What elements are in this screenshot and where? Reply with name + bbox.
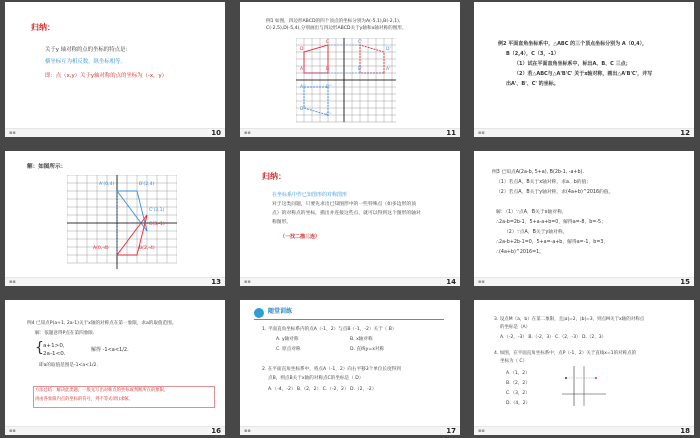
slide-footer bbox=[240, 277, 460, 286]
point-label: C bbox=[326, 40, 330, 45]
slide-text: B.（2，2） bbox=[506, 381, 530, 386]
slide-text: D.（4，2） bbox=[506, 401, 531, 406]
slide-text: （一找二描三连） bbox=[280, 234, 321, 240]
slide-text: 方法总结：解决此类题，一般先写出对称点的坐标或判断所在的象限， bbox=[35, 388, 169, 393]
point-label: D'' bbox=[300, 107, 306, 112]
point-label: B bbox=[326, 67, 330, 72]
slide-footer bbox=[474, 128, 694, 137]
slide-heading: 随堂训练 bbox=[268, 308, 293, 315]
slide-text: 出A'、B'、C' 的坐标。 bbox=[506, 81, 559, 87]
slide-footer bbox=[240, 128, 460, 137]
slide-text: 的坐标是（A） bbox=[500, 325, 531, 330]
logo-icon: ▪▪ bbox=[244, 130, 251, 136]
slide-text: A. y轴对称 bbox=[276, 337, 299, 342]
point-label: C(3,-1) bbox=[149, 222, 165, 227]
slide-text: C(-2,5),D(-5,4),分别画出与四边形ABCD关于y轴和x轴对称的图形。 bbox=[266, 26, 407, 31]
slide-text: 2. 在平面直角坐标系中，将点A（-1，2）向右平移3个单位长度得到 bbox=[262, 367, 401, 372]
slide-text: B. x轴对称 bbox=[350, 337, 373, 342]
slide-footer bbox=[5, 426, 225, 435]
slide-thumbnail-14[interactable] bbox=[240, 151, 460, 286]
logo-icon: ▪▪ bbox=[478, 428, 485, 434]
slide-thumbnail-15[interactable] bbox=[474, 151, 694, 286]
logo-icon: ▪▪ bbox=[9, 428, 16, 434]
coordinate-grid bbox=[296, 38, 396, 124]
slide-text: 点B，则点B关于x轴的对称点C的坐标是（ D） bbox=[268, 376, 364, 381]
slide-text: A.（-2，-3） B.（-2，3） C.（2，-3） D.（2，3） bbox=[500, 335, 607, 340]
slide-text: 即：点（x,y）关于y轴对称的点的坐标为（-x，y） bbox=[45, 73, 168, 79]
slide-number: 11 bbox=[446, 129, 456, 137]
slide-text: 坐标为（ C） bbox=[500, 359, 528, 364]
point-label: B'' bbox=[326, 85, 332, 90]
slide-text: ∴2a-b+2b-1=0，5+a=-a+b，解得a=-1，b=3， bbox=[496, 240, 609, 245]
point-label: A bbox=[300, 67, 304, 72]
slide-text: ∴(4a+b)^2016=1。 bbox=[496, 250, 544, 255]
slide-number: 16 bbox=[211, 427, 221, 435]
slide-heading: 解：如图所示： bbox=[27, 164, 67, 170]
logo-icon: ▪▪ bbox=[478, 279, 485, 285]
slide-text: 例1 如图，四边形ABCD的四个顶点的坐标分别为A(-5,1),B(-2,1), bbox=[266, 19, 401, 24]
slide-text: 解得 -1<a<1/2. bbox=[91, 347, 129, 353]
slide-text: A.（1，2） bbox=[506, 371, 530, 376]
slide-text: D. 直线y=x对称 bbox=[350, 347, 385, 352]
slide-text: 例4 已知点P(a+1, 2a-1)关于x轴的对称点在第一象限，求a的取值范围。 bbox=[27, 321, 177, 326]
slide-text: （1）试在平面直角坐标系中，标出A、B、C 三点； bbox=[514, 61, 631, 67]
slide-text: C. 原点对称 bbox=[276, 347, 301, 352]
slide-text: 在坐标系中作已知图形的对称图形 bbox=[272, 192, 348, 198]
slide-text: 再由各象限内点的坐标的符号，列不等式(组)求解。 bbox=[35, 397, 133, 402]
slide-thumbnail-18[interactable] bbox=[474, 300, 694, 435]
slide-text: A.（-4，-2） B.（2，2） C.（-2，2） D.（2，-2） bbox=[268, 387, 377, 392]
slide-text: 即a的取值范围是-1<a<1/2. bbox=[39, 363, 98, 368]
slide-text: （1）若点A，B关于x轴对称，求a、b的值； bbox=[496, 180, 592, 185]
slide-text: 2a-1<0. bbox=[43, 351, 66, 357]
logo-icon: ▪▪ bbox=[9, 279, 16, 285]
slide-text: 横坐标互为相反数，纵坐标相等。 bbox=[45, 59, 126, 65]
point-label: C' bbox=[358, 40, 363, 45]
slide-heading: 归纳： bbox=[262, 172, 286, 181]
point-label: B' bbox=[358, 67, 363, 72]
point-label: D' bbox=[386, 47, 391, 52]
slide-text: a+1>0, bbox=[43, 343, 65, 349]
brace-icon: { bbox=[35, 340, 44, 356]
slide-number: 14 bbox=[446, 278, 456, 286]
point-label: D bbox=[300, 47, 304, 52]
slide-number: 10 bbox=[211, 129, 221, 137]
slide-text: 点）的对称点的坐标，描出并连接这些点，就可以得到这个图形的轴对 bbox=[272, 211, 421, 216]
slide-number: 13 bbox=[211, 278, 221, 286]
point-label: A'' bbox=[300, 85, 306, 90]
slide-text: 对于这类问题，只要先求出已知图形中的一些特殊点（如多边形的顶 bbox=[272, 202, 416, 207]
section-badge-icon bbox=[254, 308, 264, 318]
slide-thumbnail-17[interactable] bbox=[240, 300, 460, 435]
slide-thumbnail-11[interactable] bbox=[240, 2, 460, 137]
point-label: C'(3,1) bbox=[149, 208, 165, 213]
slide-text: 4. 如图，在平面直角坐标系中，点P（-1，2）关于直线x=1的对称点的 bbox=[494, 351, 637, 356]
slide-text: ∴2a-b=2b-1，5+a-a+b=0，解得a=-8，b=-5； bbox=[496, 220, 606, 225]
slide-number: 18 bbox=[680, 427, 690, 435]
slide-number: 12 bbox=[680, 129, 690, 137]
slide-text: 关于y 轴对称的点的坐标的特点是： bbox=[45, 47, 131, 53]
slide-footer bbox=[474, 426, 694, 435]
slide-footer bbox=[5, 277, 225, 286]
slide-heading: 归纳： bbox=[31, 23, 55, 32]
point-label: A(0,-4) bbox=[93, 246, 109, 251]
point-label: C'' bbox=[326, 113, 332, 118]
slide-thumbnail-13[interactable] bbox=[5, 151, 225, 286]
slide-text: （2）若点A，B关于y轴对称，求(4a+b)^2016的值。 bbox=[496, 190, 614, 195]
slide-text: 称图形。 bbox=[272, 220, 292, 225]
slide-text: C.（3，2） bbox=[506, 391, 530, 396]
slide-text: 解：（1）∵点A，B关于x轴对称， bbox=[496, 210, 567, 215]
slide-text: B（2,4），C（3，-1） bbox=[506, 51, 559, 57]
slide-footer bbox=[5, 128, 225, 137]
point-label: A' bbox=[386, 67, 391, 72]
slide-text: 例3 已知点A(2a-b, 5+a), B(2b-1, -a+b). bbox=[492, 170, 584, 175]
slide-number: 15 bbox=[680, 278, 690, 286]
slide-footer bbox=[474, 277, 694, 286]
logo-icon: ▪▪ bbox=[9, 130, 16, 136]
slide-number: 17 bbox=[446, 427, 456, 435]
slide-text: 解：依题意得P点在第四象限. bbox=[35, 331, 95, 336]
slide-text: （2）∵点A，B关于y轴对称， bbox=[504, 230, 568, 235]
logo-icon: ▪▪ bbox=[478, 130, 485, 136]
logo-icon: ▪▪ bbox=[244, 279, 251, 285]
point-label: B(2,-4) bbox=[139, 246, 155, 251]
small-coordinate-figure bbox=[556, 364, 608, 408]
point-label: B'(2,4) bbox=[139, 182, 155, 187]
slide-footer bbox=[240, 426, 460, 435]
logo-icon: ▪▪ bbox=[244, 428, 251, 434]
slide-text: （2）若△ABC与△A'B'C' 关于x轴对称，画出△A'B'C'，并写 bbox=[514, 71, 653, 77]
slide-thumbnail-16[interactable] bbox=[5, 300, 225, 435]
divider bbox=[254, 319, 444, 320]
slide-thumbnail-10[interactable] bbox=[5, 2, 225, 137]
point-label: A'(0,4) bbox=[99, 182, 115, 187]
slide-text: 1. 平面直角坐标系内的点A（-1，2）与点B（-1，-2）关于（ B） bbox=[262, 327, 397, 332]
slide-text: 例2 平面直角坐标系中，△ABC 的三个顶点坐标分别为 A（0,4）， bbox=[498, 41, 648, 47]
slide-thumbnail-12[interactable] bbox=[474, 2, 694, 137]
slide-text: 3. 设点M（a，b）在第二象限，且|a|=2，|b|=3，则点M关于x轴的对称点 bbox=[494, 317, 645, 322]
